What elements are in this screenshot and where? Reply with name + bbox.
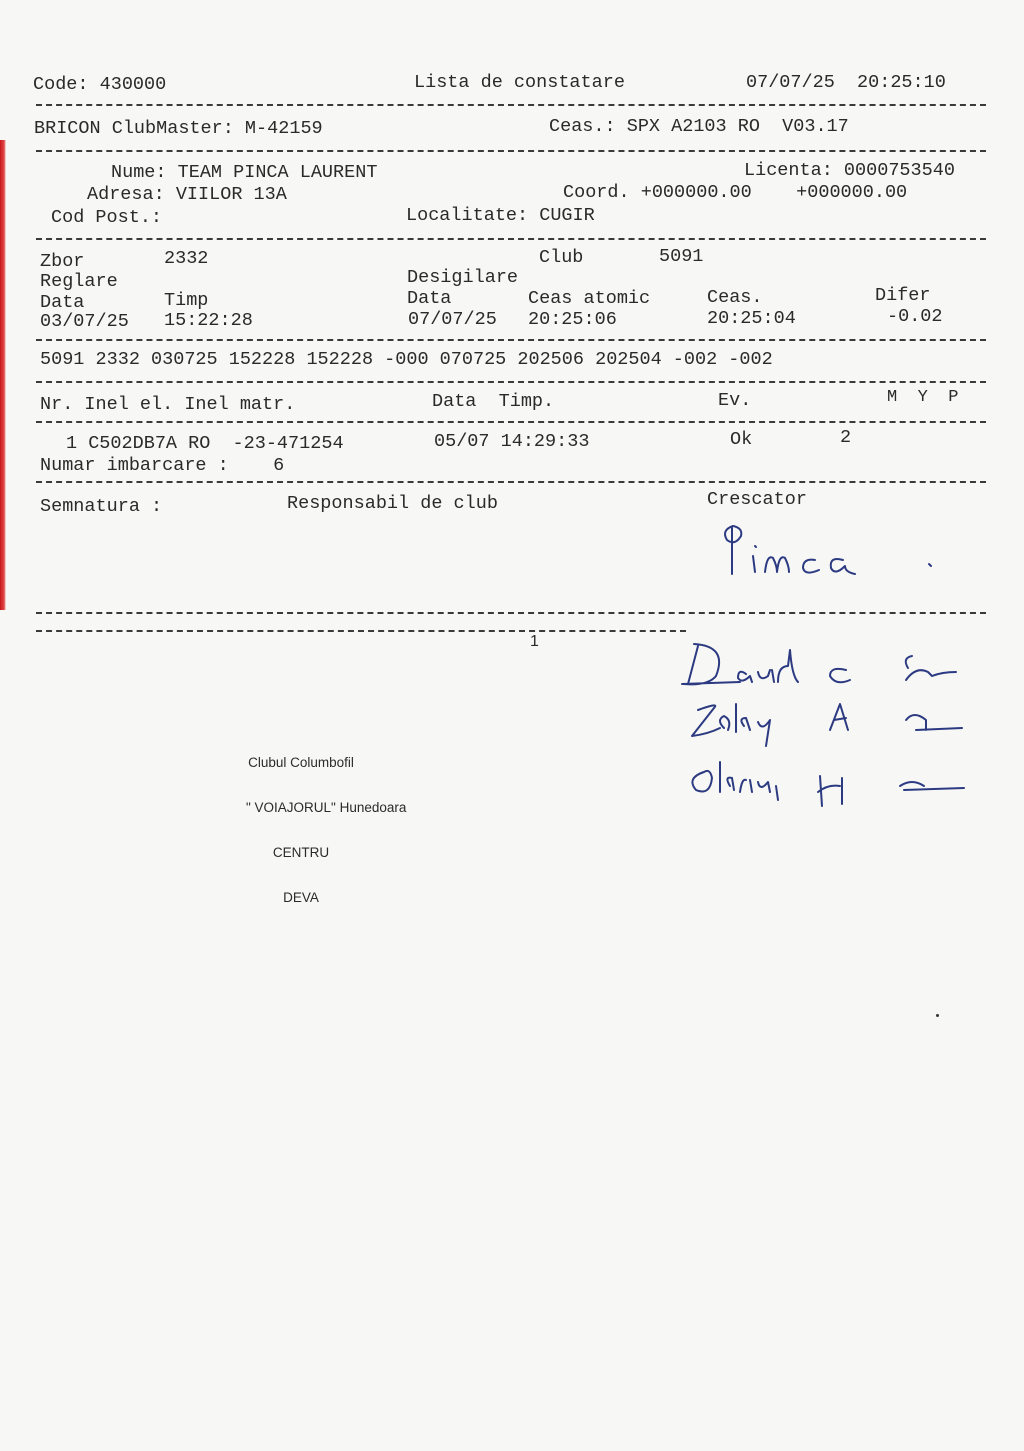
clubmaster-id: BRICON ClubMaster: M-42159 (34, 118, 323, 139)
owner-license: Licenta: 0000753540 (744, 160, 955, 181)
divider (36, 339, 986, 341)
divider (36, 421, 986, 423)
print-datetime: 07/07/25 20:25:10 (746, 72, 946, 93)
club-stamp (226, 725, 407, 935)
divider (36, 104, 986, 106)
document-title: Lista de constatare (414, 72, 625, 93)
reglare-label: Reglare (40, 271, 118, 292)
reglare-date: 03/07/25 (40, 311, 129, 332)
reglare-time: 15:22:28 (164, 310, 253, 331)
divider (36, 150, 986, 152)
reglare-data-label: Data (40, 292, 85, 313)
responsabil-label: Responsabil de club (287, 493, 498, 514)
page-number: 1 (530, 633, 539, 650)
table-header-rings: Nr. Inel el. Inel matr. (40, 394, 296, 415)
owner-name: Nume: TEAM PINCA LAURENT (111, 162, 378, 183)
owner-coordinates: Coord. +000000.00 +000000.00 (563, 182, 908, 203)
difer-label: Difer (875, 285, 931, 306)
divider (36, 381, 986, 383)
stamp-line-2: " VOIAJORUL" Hunedoara (246, 800, 407, 815)
divider (36, 612, 986, 614)
club-value: 5091 (659, 246, 704, 267)
stamp-line-3: CENTRU (272, 845, 330, 860)
owner-locality: Localitate: CUGIR (406, 205, 595, 226)
owner-address: Adresa: VIILOR 13A (87, 184, 287, 205)
reglare-timp-label: Timp (164, 290, 209, 311)
boarding-count: Numar imbarcare : 6 (40, 455, 285, 476)
row-rings: 1 C502DB7A RO -23-471254 (66, 433, 344, 454)
divider (36, 630, 686, 632)
difer-value: -0.02 (887, 306, 943, 327)
table-header-ev: Ev. (718, 390, 752, 411)
witness-signatures (680, 636, 980, 816)
divider (36, 481, 986, 483)
desigilare-date: 07/07/25 (408, 309, 497, 330)
ceas-label: Ceas. (707, 287, 763, 308)
zbor-value: 2332 (164, 248, 209, 269)
speck (936, 1014, 939, 1017)
code-line: 5091 2332 030725 152228 152228 -000 070725 202506 202504 -002 -002 (40, 349, 773, 370)
page-edge-mark (0, 140, 6, 610)
owner-postcode: Cod Post.: (51, 207, 163, 228)
divider (36, 238, 986, 240)
code-label: Code: 430000 (33, 74, 167, 95)
row-m: 2 (840, 427, 852, 448)
ceas-atomic-label: Ceas atomic (528, 288, 651, 309)
desigilare-data-label: Data (407, 288, 452, 309)
atomic-time: 20:25:06 (528, 309, 617, 330)
clock-id: Ceas.: SPX A2103 RO V03.17 (549, 116, 849, 137)
row-datetime: 05/07 14:29:33 (434, 431, 590, 452)
stamp-line-1: Clubul Columbofil (248, 755, 354, 770)
crescator-label: Crescator (707, 489, 807, 510)
table-header-myp: M Y P (887, 388, 959, 407)
stamp-line-4: DEVA (283, 890, 319, 905)
crescator-signature (715, 520, 955, 590)
clock-time: 20:25:04 (707, 308, 796, 329)
club-label: Club (539, 247, 584, 268)
desigilare-label: Desigilare (407, 267, 519, 288)
row-ev: Ok (730, 429, 753, 450)
zbor-label: Zbor (40, 251, 85, 272)
semnatura-label: Semnatura : (40, 496, 163, 517)
table-header-datetime: Data Timp. (432, 391, 555, 412)
